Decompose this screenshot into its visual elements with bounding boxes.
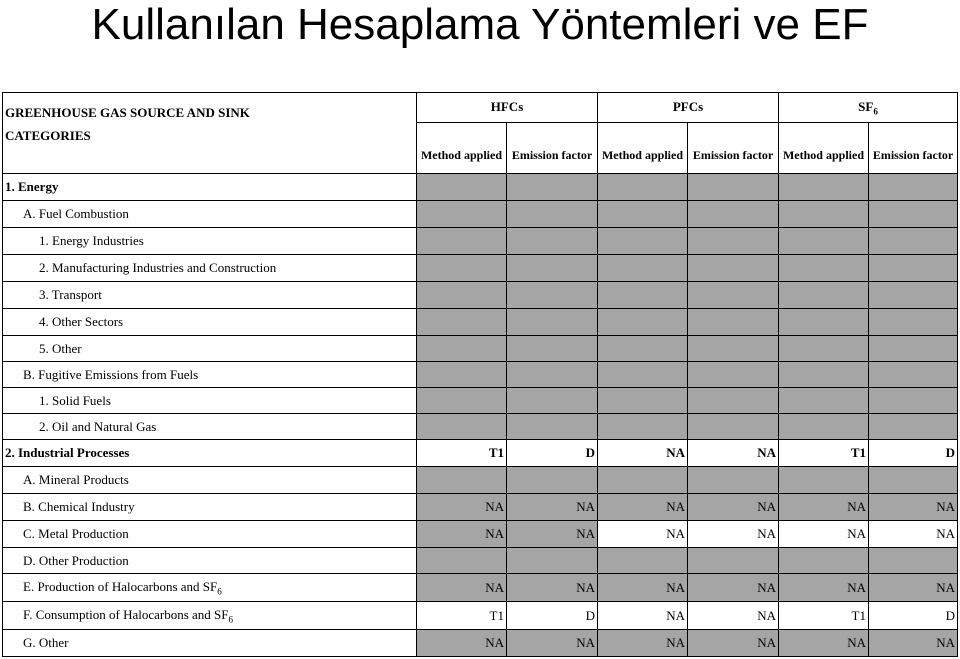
table-cell (507, 414, 598, 440)
table-row (3, 201, 958, 228)
table-cell: T1 (779, 602, 869, 630)
row-label: E. Production of Halocarbons and $SF_6$ (3, 574, 417, 602)
table-cell (688, 309, 779, 336)
table-cell (779, 255, 869, 282)
row-label: 4. Other Sectors (3, 309, 417, 336)
table-cell (598, 174, 688, 201)
table-cell (688, 388, 779, 414)
table-cell (417, 336, 507, 362)
row-label: G. Other (3, 630, 417, 657)
table-cell (598, 309, 688, 336)
row-label: A. Mineral Products (3, 467, 417, 494)
table-row (3, 309, 958, 336)
table-row (3, 602, 958, 630)
table-cell (688, 255, 779, 282)
group-header-hfcs: HFCs (417, 93, 598, 123)
table-cell: NA (598, 440, 688, 467)
table-row (3, 548, 958, 574)
row-label: 5. Other (3, 336, 417, 362)
table-cell (598, 467, 688, 494)
table-row (3, 174, 958, 201)
row-label: 2. Industrial Processes (3, 440, 417, 467)
table-cell: NA (869, 494, 958, 521)
table-cell (779, 174, 869, 201)
table-cell (869, 282, 958, 309)
table-cell (598, 201, 688, 228)
table-cell (507, 228, 598, 255)
table-cell (507, 362, 598, 388)
table-cell (869, 467, 958, 494)
category-header (3, 93, 417, 174)
table-cell (688, 282, 779, 309)
table-cell (869, 201, 958, 228)
table-cell (779, 388, 869, 414)
table-cell (417, 282, 507, 309)
table-cell (598, 228, 688, 255)
table-cell (688, 336, 779, 362)
table-row (3, 574, 958, 602)
table-cell: D (869, 602, 958, 630)
subheader-hfcs-method: Method applied (417, 123, 507, 174)
table-cell (779, 362, 869, 388)
table-cell (507, 548, 598, 574)
table-cell (507, 467, 598, 494)
table-cell (417, 309, 507, 336)
table-row (3, 336, 958, 362)
table-cell: NA (417, 574, 507, 602)
row-label: B. Fugitive Emissions from Fuels (3, 362, 417, 388)
category-header-line1: GREENHOUSE GAS SOURCE AND SINK (5, 105, 250, 120)
table-cell (779, 309, 869, 336)
table-cell: D (507, 440, 598, 467)
table-cell (869, 174, 958, 201)
table-cell (417, 174, 507, 201)
row-label: F. Consumption of Halocarbons and $SF_6$ (3, 602, 417, 630)
table-row (3, 362, 958, 388)
subheader-pfcs-method: Method applied (598, 123, 688, 174)
table-cell: D (507, 602, 598, 630)
row-label: B. Chemical Industry (3, 494, 417, 521)
table-cell: NA (598, 494, 688, 521)
table-cell: NA (417, 521, 507, 548)
table-cell (417, 388, 507, 414)
table-cell (598, 362, 688, 388)
table-cell (507, 336, 598, 362)
table-row (3, 467, 958, 494)
table-cell (779, 228, 869, 255)
table-cell (869, 414, 958, 440)
table-row (3, 255, 958, 282)
table-cell: T1 (417, 602, 507, 630)
table-cell (779, 336, 869, 362)
table-cell (507, 174, 598, 201)
subheader-sf6-ef: Emission factor (869, 123, 958, 174)
table-cell: NA (869, 521, 958, 548)
table-cell (417, 228, 507, 255)
table-cell (598, 255, 688, 282)
table-cell: NA (507, 521, 598, 548)
table-cell (688, 174, 779, 201)
row-label: 2. Oil and Natural Gas (3, 414, 417, 440)
category-header-line2: CATEGORIES (5, 128, 91, 143)
table-cell (869, 309, 958, 336)
table-cell: NA (688, 521, 779, 548)
table-cell (779, 282, 869, 309)
table-row (3, 282, 958, 309)
table-cell: NA (688, 630, 779, 657)
table-cell (507, 282, 598, 309)
table-cell (779, 548, 869, 574)
table-cell: NA (779, 494, 869, 521)
row-label: 3. Transport (3, 282, 417, 309)
table-row (3, 494, 958, 521)
table-cell: NA (779, 574, 869, 602)
table-row (3, 228, 958, 255)
table-cell: NA (779, 630, 869, 657)
table-cell (598, 336, 688, 362)
table-cell (688, 201, 779, 228)
table-cell (779, 467, 869, 494)
table-row (3, 388, 958, 414)
table-cell (507, 255, 598, 282)
table-cell: NA (507, 574, 598, 602)
table-cell (688, 548, 779, 574)
table-row (3, 440, 958, 467)
row-label: C. Metal Production (3, 521, 417, 548)
table-cell (869, 228, 958, 255)
table-cell (598, 414, 688, 440)
table-cell (688, 362, 779, 388)
table-cell: NA (598, 602, 688, 630)
table-cell (598, 282, 688, 309)
table-cell (507, 309, 598, 336)
table-cell (507, 201, 598, 228)
table-cell: NA (598, 574, 688, 602)
table-cell: NA (688, 494, 779, 521)
table-cell: NA (417, 494, 507, 521)
table-cell: D (869, 440, 958, 467)
row-label: 1. Energy (3, 174, 417, 201)
table-cell: T1 (779, 440, 869, 467)
table-cell: NA (869, 630, 958, 657)
table-cell (688, 228, 779, 255)
table-cell (869, 336, 958, 362)
table-row (3, 521, 958, 548)
subheader-pfcs-ef: Emission factor (688, 123, 779, 174)
table-row (3, 630, 958, 657)
subheader-hfcs-ef: Emission factor (507, 123, 598, 174)
table-cell (598, 388, 688, 414)
table-cell: NA (507, 494, 598, 521)
table-cell (417, 362, 507, 388)
table-cell: NA (869, 574, 958, 602)
table-cell (688, 467, 779, 494)
table-cell (688, 414, 779, 440)
table-cell (869, 388, 958, 414)
table-cell (779, 201, 869, 228)
table-cell (417, 201, 507, 228)
table-cell: NA (507, 630, 598, 657)
table-cell: NA (688, 440, 779, 467)
subheader-sf6-method: Method applied (779, 123, 869, 174)
table-cell: NA (779, 521, 869, 548)
table-row (3, 414, 958, 440)
table-cell (869, 548, 958, 574)
table-cell: NA (688, 574, 779, 602)
table-cell (417, 414, 507, 440)
table-cell (869, 255, 958, 282)
group-header-sf6: $SF_6$ (779, 93, 958, 123)
row-label: 1. Energy Industries (3, 228, 417, 255)
table-cell (507, 388, 598, 414)
table-cell (598, 548, 688, 574)
table-cell (417, 467, 507, 494)
table-cell: NA (598, 521, 688, 548)
table-cell (869, 362, 958, 388)
table-cell (779, 414, 869, 440)
slide-title: Kullanılan Hesaplama Yöntemleri ve EF (91, 0, 869, 49)
table-cell: T1 (417, 440, 507, 467)
table-cell (417, 548, 507, 574)
row-label: 2. Manufacturing Industries and Construction (3, 255, 417, 282)
table-cell: NA (598, 630, 688, 657)
row-label: A. Fuel Combustion (3, 201, 417, 228)
row-label: D. Other Production (3, 548, 417, 574)
table-cell: NA (417, 630, 507, 657)
table-cell: NA (688, 602, 779, 630)
table-cell (417, 255, 507, 282)
group-header-pfcs: PFCs (598, 93, 779, 123)
row-label: 1. Solid Fuels (3, 388, 417, 414)
emission-methods-table (2, 92, 958, 657)
